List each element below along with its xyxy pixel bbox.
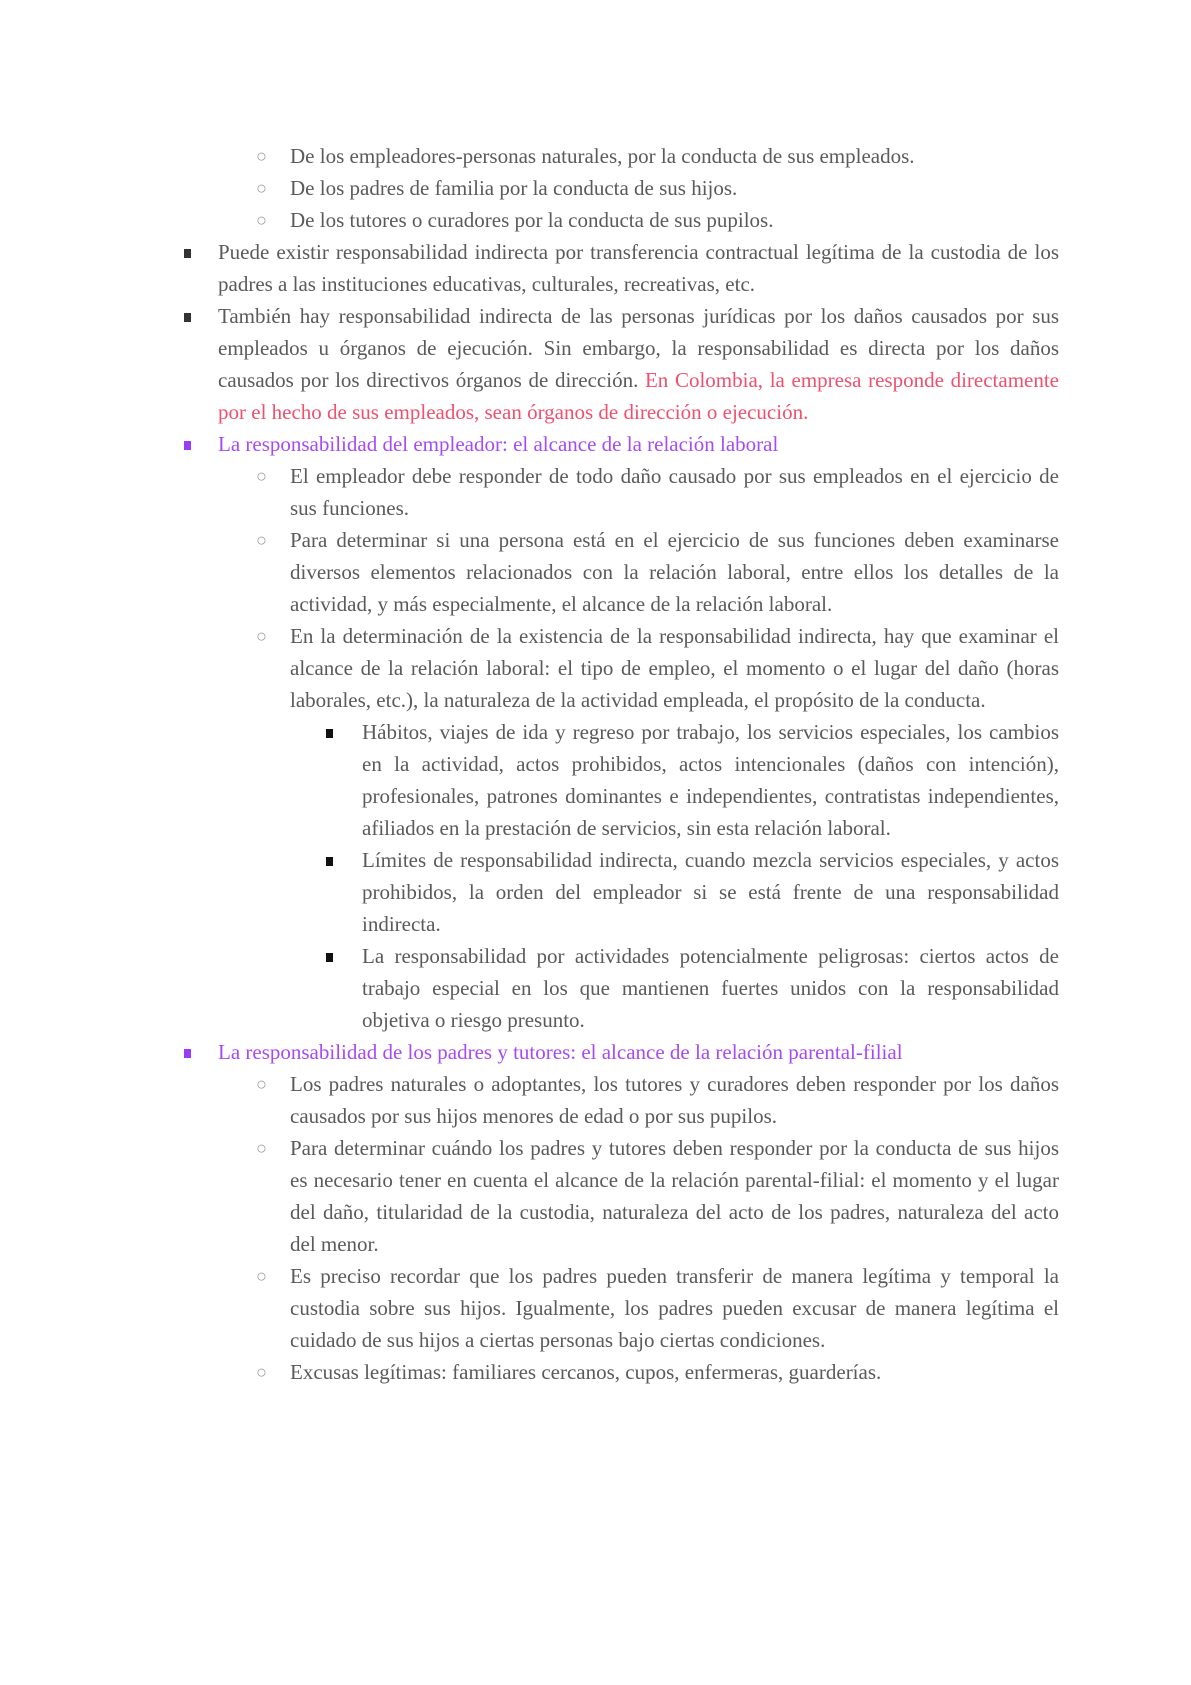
bullet-icon: ○ (256, 1138, 267, 1158)
bullet-icon (184, 300, 191, 332)
bullet-icon (326, 940, 333, 972)
bullet-icon (184, 1036, 191, 1068)
bullet-icon (184, 428, 191, 460)
list-item (256, 140, 1059, 172)
list-item (256, 460, 1059, 524)
list-item (218, 236, 1059, 300)
bullet-icon: ○ (256, 146, 267, 166)
list-item (256, 1260, 1059, 1356)
item-text: Para determinar cuándo los padres y tutores deben responder por la conducta de sus hijos es necesario tener en cuenta el alcance de la relación parental-filial: el momento y el lugar del daño, titularidad de la custodia, naturaleza del acto de los padres, naturaleza del acto del menor. (290, 1136, 1059, 1256)
item-text: De los padres de familia por la conducta de sus hijos. (290, 176, 738, 200)
item-text: Excusas legítimas: familiares cercanos, cupos, enfermeras, guarderías. (290, 1360, 882, 1384)
list-item (256, 172, 1059, 204)
item-text: La responsabilidad del empleador: el alcance de la relación laboral (218, 432, 779, 456)
highlighted-note: En Colombia, la empresa responde directamente por el hecho de sus empleados, sean órganos de dirección o ejecución. (218, 368, 1060, 424)
bullet-icon: ○ (256, 1074, 267, 1094)
item-text: La responsabilidad por actividades potencialmente peligrosas: ciertos actos de trabajo especial en los que mantienen fuertes unidos con la responsabilidad objetiva o riesgo presunto. (362, 944, 1059, 1032)
bullet-icon: ○ (256, 178, 267, 198)
bullet-icon: ○ (256, 466, 267, 486)
item-text: De los empleadores-personas naturales, por la conducta de sus empleados. (290, 144, 915, 168)
bullet-icon (326, 844, 333, 876)
list-item (362, 940, 1059, 1036)
bullet-icon: ○ (256, 530, 267, 550)
list-item (362, 716, 1059, 844)
list-item (218, 428, 1059, 460)
item-text: Puede existir responsabilidad indirecta por transferencia contractual legítima de la custodia de los padres a las instituciones educativas, culturales, recreativas, etc. (218, 240, 1059, 296)
item-text: La responsabilidad de los padres y tutores: el alcance de la relación parental-filial (218, 1040, 903, 1064)
bullet-icon (326, 716, 333, 748)
item-text: El empleador debe responder de todo daño causado por sus empleados en el ejercicio de sus funciones. (290, 464, 1059, 520)
bullet-icon: ○ (256, 626, 267, 646)
item-text: En la determinación de la existencia de la responsabilidad indirecta, hay que examinar el alcance de la relación laboral: el tipo de empleo, el momento o el lugar del daño (horas laborales, etc.), la naturaleza de la actividad empleada, el propósito de la conducta. (290, 624, 1059, 712)
list-item (256, 1068, 1059, 1132)
list-item (218, 1036, 1059, 1068)
list-item (256, 1132, 1059, 1260)
item-text: Es preciso recordar que los padres pueden transferir de manera legítima y temporal la custodia sobre sus hijos. Igualmente, los padres pueden excusar de manera legítima el cuidado de sus hijos a ciertas personas bajo ciertas condiciones. (290, 1264, 1059, 1352)
bullet-icon: ○ (256, 1266, 267, 1286)
bullet-icon: ○ (256, 210, 267, 230)
item-text: De los tutores o curadores por la conducta de sus pupilos. (290, 208, 774, 232)
item-text: Hábitos, viajes de ida y regreso por trabajo, los servicios especiales, los cambios en la actividad, actos prohibidos, actos intencionales (daños con intención), profesionales, patrones dominantes e independientes, contratistas independientes, afiliados en la prestación de servicios, sin esta relación laboral. (362, 720, 1059, 840)
list-item (218, 300, 1059, 428)
bullet-icon: ○ (256, 1362, 267, 1382)
bullet-icon (184, 236, 191, 268)
list-item (256, 524, 1059, 620)
document-body (0, 140, 1191, 1388)
item-text: Límites de responsabilidad indirecta, cuando mezcla servicios especiales, y actos prohibidos, la orden del empleador si se está frente de una responsabilidad indirecta. (362, 848, 1059, 936)
list-item (362, 844, 1059, 940)
item-text: También hay responsabilidad indirecta de las personas jurídicas por los daños causados por sus empleados u órganos de ejecución. Sin embargo, la responsabilidad es directa por los daños causados por los directivos órganos de dirección. (218, 304, 1059, 392)
item-text: Los padres naturales o adoptantes, los tutores y curadores deben responder por los daños causados por sus hijos menores de edad o por sus pupilos. (290, 1072, 1059, 1128)
item-text: Para determinar si una persona está en el ejercicio de sus funciones deben examinarse diversos elementos relacionados con la relación laboral, entre ellos los detalles de la actividad, y más especialmente, el alcance de la relación laboral. (290, 528, 1059, 616)
list-item (256, 1356, 1059, 1388)
list-item (256, 620, 1059, 716)
list-item (256, 204, 1059, 236)
